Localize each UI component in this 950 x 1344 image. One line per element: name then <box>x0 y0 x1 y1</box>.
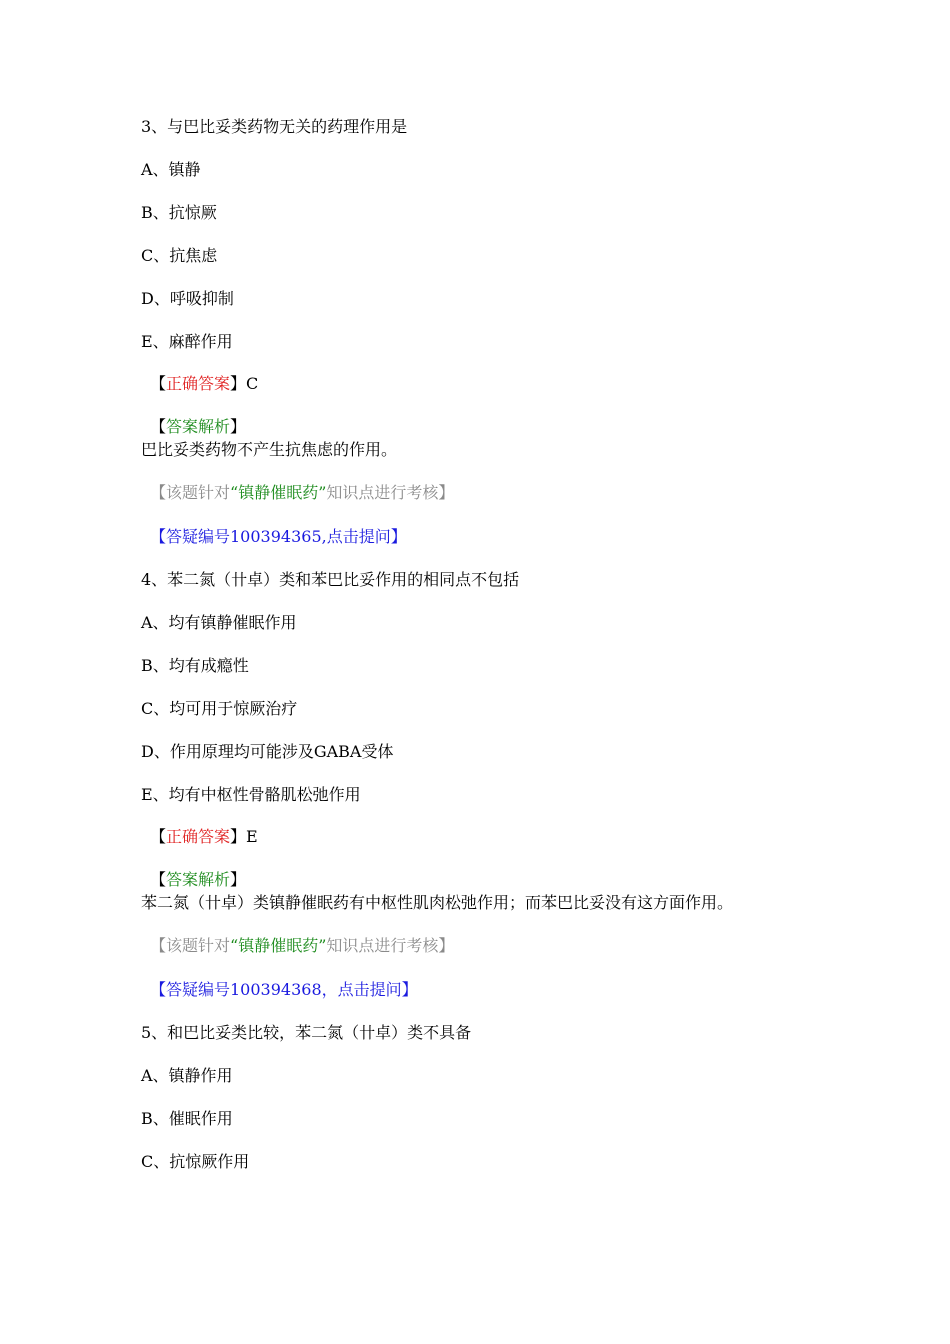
question-4-ask-link[interactable]: 【答疑编号100394368，点击提问】 <box>150 980 418 999</box>
analysis-close-bracket: 】 <box>230 417 247 436</box>
question-4-option-d: D、作用原理均可能涉及GABA受体 <box>141 742 394 761</box>
question-4-option-a: A、均有镇静催眠作用 <box>141 613 297 632</box>
question-4-knowledge-point <box>150 936 454 956</box>
question-5-option-c: C、抗惊厥作用 <box>141 1152 250 1171</box>
question-3-option-b: B、抗惊厥 <box>141 203 217 222</box>
correct-answer-value: E <box>246 827 258 846</box>
knowledge-point-prefix: 【该题针对 <box>150 483 231 502</box>
correct-answer-label: 正确答案 <box>166 374 231 393</box>
analysis-label: 答案解析 <box>166 417 231 436</box>
question-3-correct-answer <box>150 374 258 394</box>
question-3-stem: 3、与巴比妥类药物无关的药理作用是 <box>141 117 408 136</box>
question-4-option-c: C、均可用于惊厥治疗 <box>141 699 298 718</box>
knowledge-point-name: “镇静催眠药” <box>230 483 327 502</box>
answer-open-bracket: 【 <box>150 374 167 393</box>
answer-close-bracket: 】 <box>230 827 247 846</box>
knowledge-point-suffix: 知识点进行考核】 <box>326 483 455 502</box>
question-3-knowledge-point <box>150 483 454 503</box>
question-5-option-a: A、镇静作用 <box>141 1066 233 1085</box>
correct-answer-value: C <box>246 374 259 393</box>
analysis-close-bracket: 】 <box>230 870 247 889</box>
question-3-option-d: D、呼吸抑制 <box>141 289 234 308</box>
question-5-stem: 5、和巴比妥类比较，苯二氮（卄卓）类不具备 <box>141 1023 472 1042</box>
question-3-ask-link[interactable]: 【答疑编号100394365,点击提问】 <box>150 527 407 546</box>
analysis-label: 答案解析 <box>166 870 231 889</box>
question-4-option-e: E、均有中枢性骨骼肌松弛作用 <box>141 785 361 804</box>
question-4-analysis-heading <box>150 870 246 890</box>
analysis-open-bracket: 【 <box>150 417 167 436</box>
analysis-open-bracket: 【 <box>150 870 167 889</box>
knowledge-point-suffix: 知识点进行考核】 <box>326 936 455 955</box>
question-4-stem: 4、苯二氮（卄卓）类和苯巴比妥作用的相同点不包括 <box>141 570 520 589</box>
question-4-option-b: B、均有成瘾性 <box>141 656 249 675</box>
answer-close-bracket: 】 <box>230 374 247 393</box>
question-4-analysis-text: 苯二氮（卄卓）类镇静催眠药有中枢性肌肉松弛作用；而苯巴比妥没有这方面作用。 <box>141 893 734 912</box>
knowledge-point-prefix: 【该题针对 <box>150 936 231 955</box>
question-3-analysis-text: 巴比妥类药物不产生抗焦虑的作用。 <box>141 440 398 459</box>
question-3-option-c: C、抗焦虑 <box>141 246 218 265</box>
question-5-option-b: B、催眠作用 <box>141 1109 233 1128</box>
question-4-correct-answer <box>150 827 258 847</box>
question-3-option-a: A、镇静 <box>141 160 201 179</box>
answer-open-bracket: 【 <box>150 827 167 846</box>
correct-answer-label: 正确答案 <box>166 827 231 846</box>
question-3-option-e: E、麻醉作用 <box>141 332 233 351</box>
question-3-analysis-heading <box>150 417 246 437</box>
knowledge-point-name: “镇静催眠药” <box>230 936 327 955</box>
